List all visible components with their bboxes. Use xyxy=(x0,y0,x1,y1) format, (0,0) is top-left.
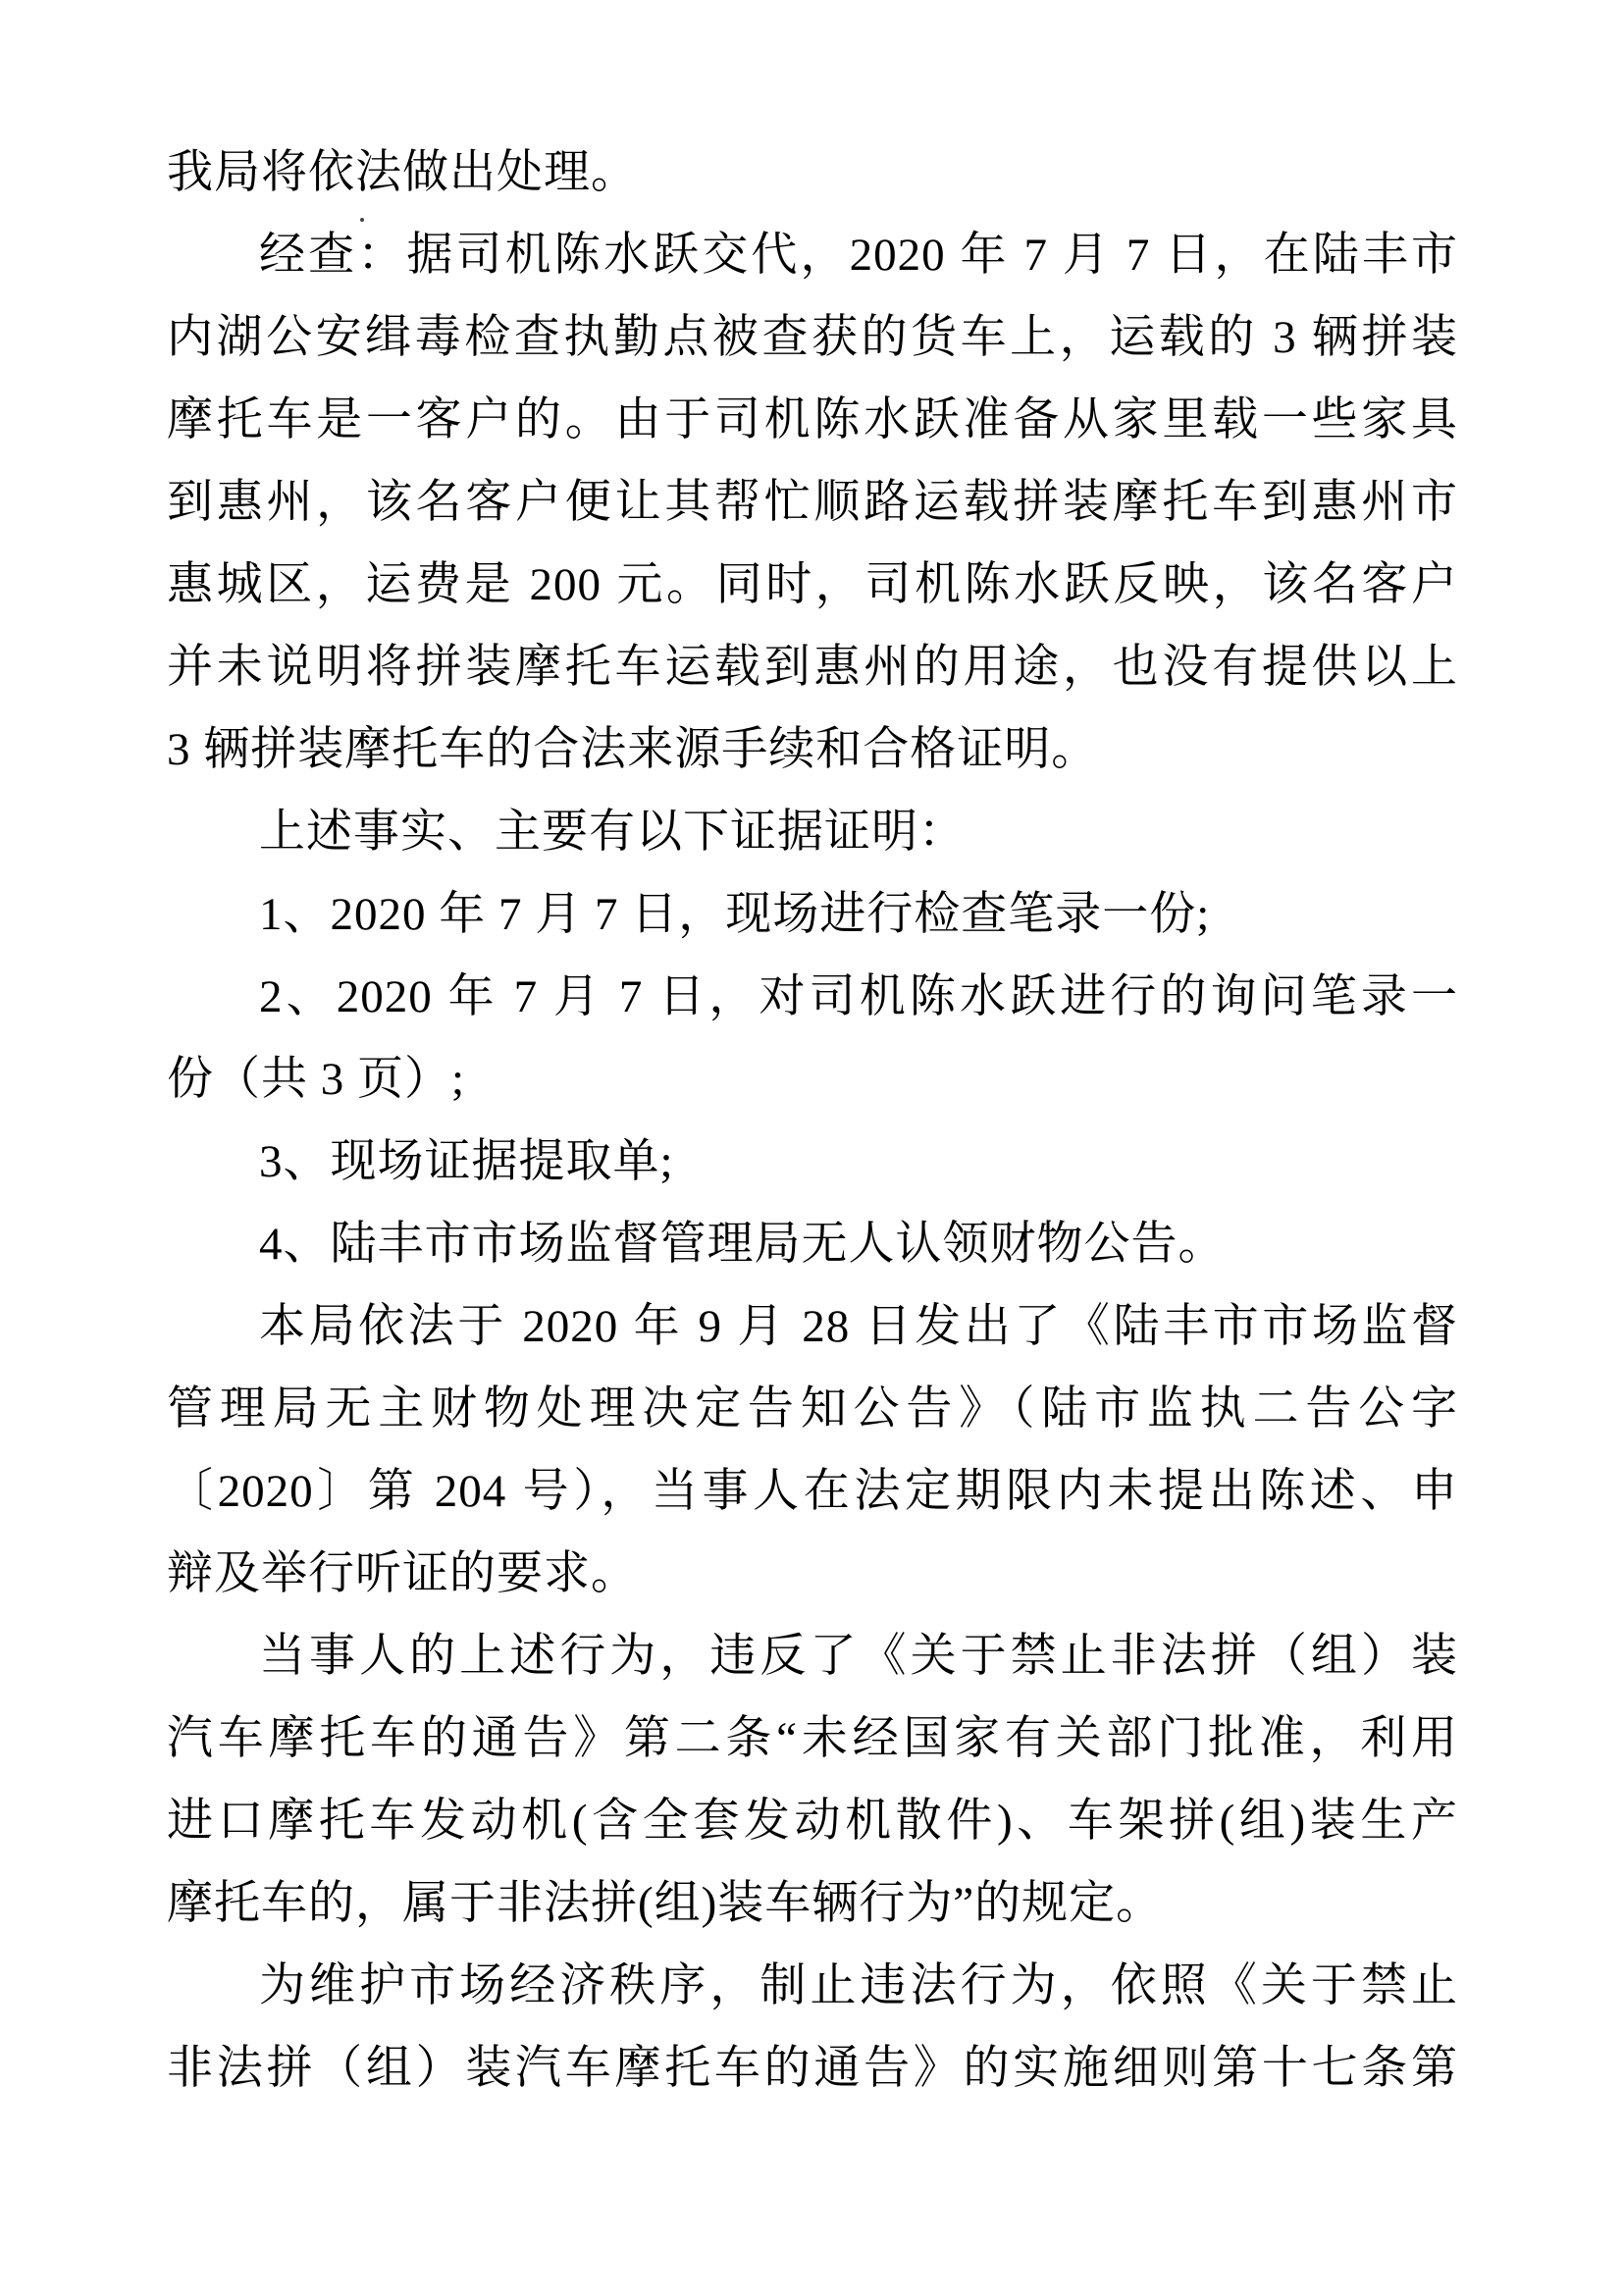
text-line: 3、现场证据提取单; xyxy=(259,1136,674,1187)
text-line: 摩托车是一客户的。由于司机陈水跃准备从家里载一些家具 xyxy=(167,394,1458,445)
text-line: 管理局无主财物处理决定告知公告》（陆市监执二告公字 xyxy=(167,1383,1458,1435)
text-line: 非法拼（组）装汽车摩托车的通告》的实施细则第十七条第 xyxy=(167,2043,1458,2094)
text-line: 惠城区，运费是 200 元。同时，司机陈水跃反映，该名客户 xyxy=(167,559,1458,610)
text-line: 我局将依法做出处理。 xyxy=(167,147,638,198)
text-line: 上述事实、主要有以下证据证明： xyxy=(259,807,966,858)
text-line: 2、2020 年 7 月 7 日，对司机陈水跃进行的询问笔录一 xyxy=(259,971,1458,1022)
text-line: 当事人的上述行为，违反了《关于禁止非法拼（组）装 xyxy=(259,1631,1458,1682)
text-line: 4、陆丰市市场监督管理局无人认领财物公告。 xyxy=(259,1219,1226,1270)
text-line: 为维护市场经济秩序，制止违法行为，依照《关于禁止 xyxy=(259,1960,1458,2011)
text-line: 经查：据司机陈水跃交代，2020 年 7 月 7 日，在陆丰市 xyxy=(259,230,1458,281)
text-line: 汽车摩托车的通告》第二条“未经国家有关部门批准，利用 xyxy=(167,1713,1458,1764)
document-text-block xyxy=(167,131,1458,2110)
text-line: 1、2020 年 7 月 7 日，现场进行检查笔录一份; xyxy=(259,889,1211,940)
text-line: 内湖公安缉毒检查执勤点被查获的货车上，运载的 3 辆拼装 xyxy=(167,312,1458,363)
text-line: 辩及举行听证的要求。 xyxy=(167,1548,638,1599)
text-line: 并未说明将拼装摩托车运载到惠州的用途，也没有提供以上 xyxy=(167,642,1458,693)
text-line: 份（共 3 页）; xyxy=(167,1054,466,1105)
text-line: 摩托车的，属于非法拼(组)装车辆行为”的规定。 xyxy=(167,1878,1164,1929)
text-line: 到惠州，该名客户便让其帮忙顺路运载拼装摩托车到惠州市 xyxy=(167,477,1458,528)
text-line: 3 辆拼装摩托车的合法来源手续和合格证明。 xyxy=(167,724,1099,775)
text-line: 进口摩托车发动机(含全套发动机散件)、车架拼(组)装生产 xyxy=(167,1796,1458,1847)
text-line: 本局依法于 2020 年 9 月 28 日发出了《陆丰市市场监督 xyxy=(259,1301,1458,1352)
text-line: 〔2020〕第 204 号），当事人在法定期限内未提出陈述、申 xyxy=(167,1466,1458,1517)
